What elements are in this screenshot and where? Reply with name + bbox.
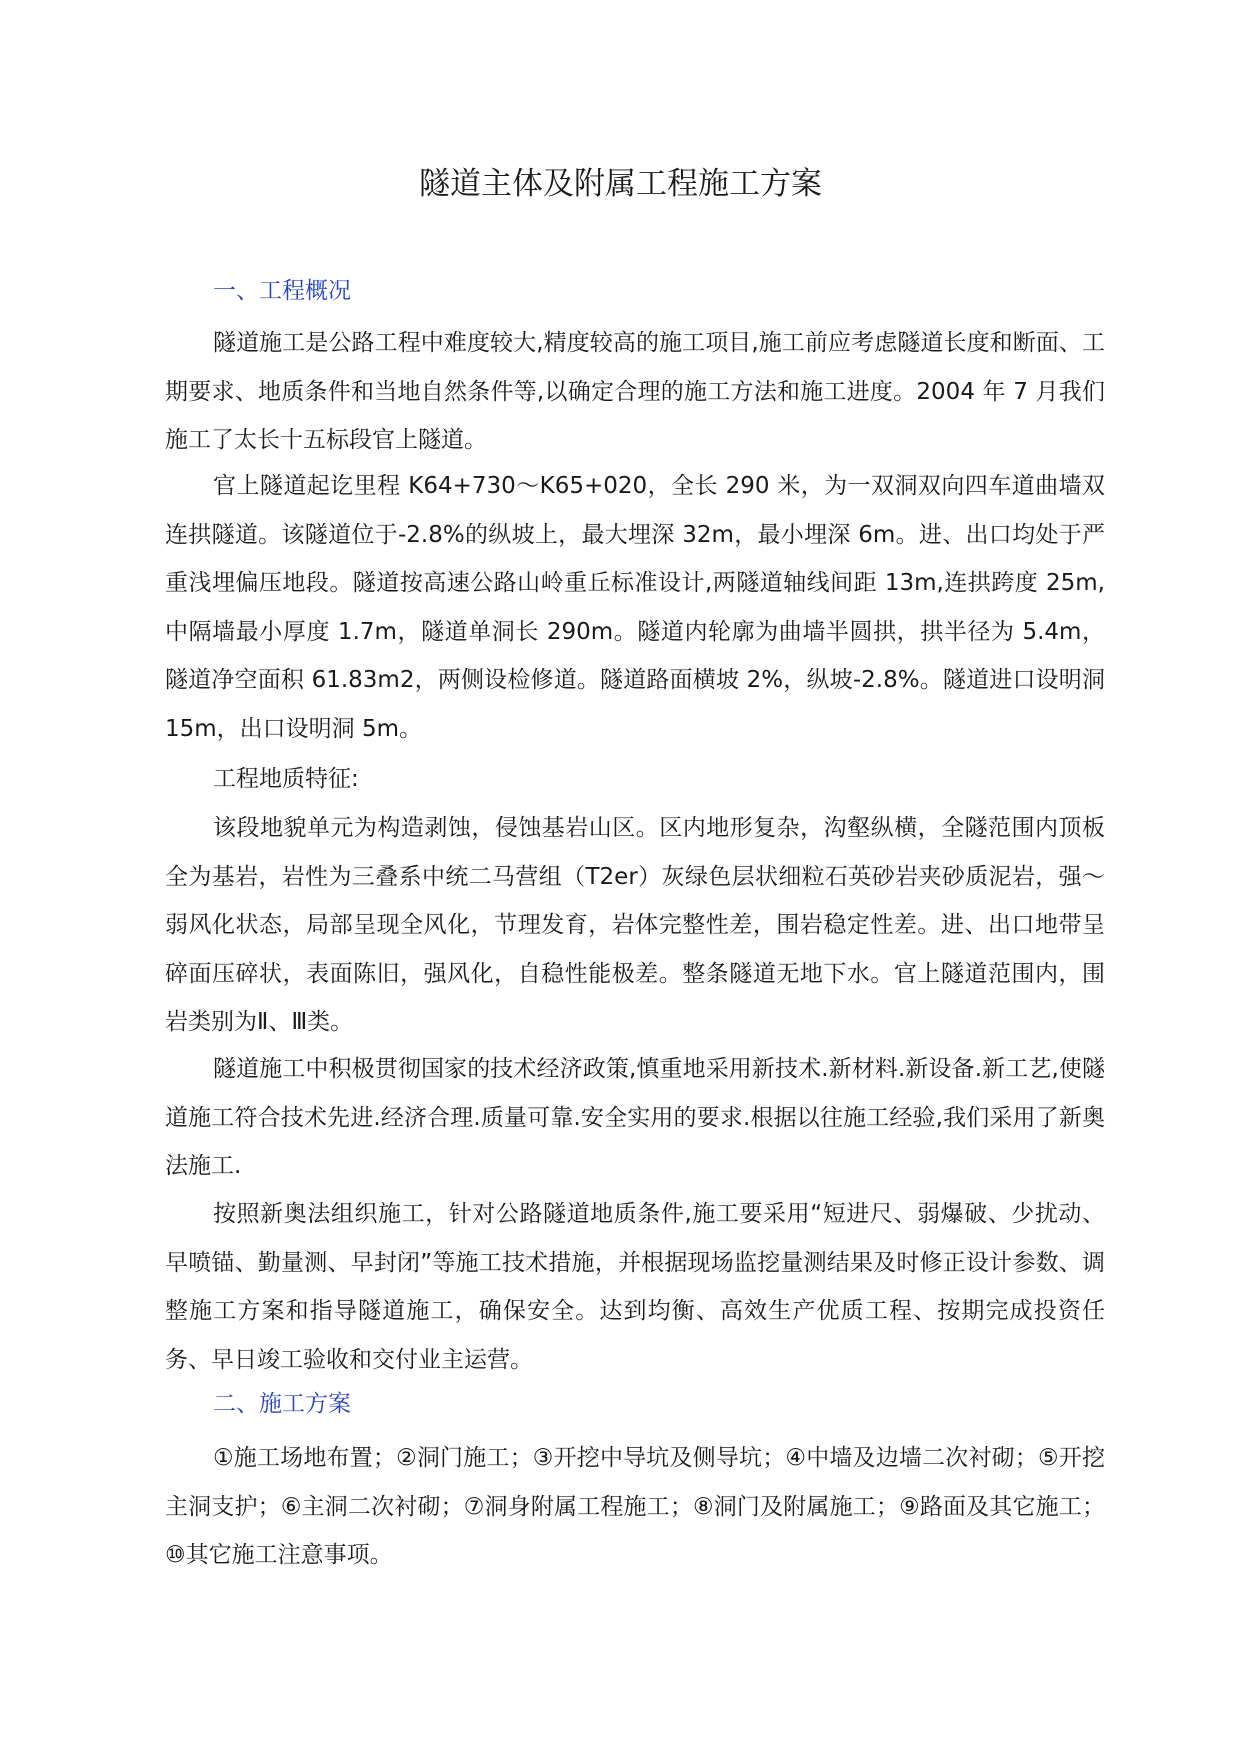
section-heading-overview: 一、工程概况 [213, 278, 351, 304]
paragraph-policy: 隧道施工中积极贯彻国家的技术经济政策,慎重地采用新技术.新材料.新设备.新工艺,使隧道施工符合技术先进.经济合理.质量可靠.安全实用的要求.根据以往施工经验,我们采用了新奥法施工. [165, 1056, 1105, 1180]
document-title: 隧道主体及附属工程施工方案 [419, 166, 822, 202]
paragraph-method: 按照新奥法组织施工，针对公路隧道地质条件,施工要采用“短进尺、弱爆破、少扰动、早喷锚、勤量测、早封闭”等施工技术措施，并根据现场监挖量测结果及时修正设计参数、调整施工方案和指导隧道施工，确保安全。达到均衡、高效生产优质工程、按期完成投资任务、早日竣工验收和交付业主运营。 [165, 1201, 1105, 1373]
paragraph-tunnel-specs: 官上隧道起讫里程 K64+730～K65+020，全长 290 米，为一双洞双向四车道曲墙双连拱隧道。该隧道位于-2.8%的纵坡上，最大埋深 32m，最小埋深 6m。进、出口均处于严重浅埋偏压地段。隧道按高速公路山岭重丘标准设计,两隧道轴线间距 13m,连拱跨度 25m,中隔墙最小厚度 1.7m，隧道单洞长 290m。隧道内轮廓为曲墙半圆拱，拱半径为 5.4m，隧道净空面积 61.83m2，两侧设检修道。隧道路面横坡 2%，纵坡-2.8%。隧道进口设明洞 15m，出口设明洞 5m。 [165, 473, 1105, 742]
section-heading-plan: 二、施工方案 [213, 1391, 351, 1417]
paragraph-geology: 该段地貌单元为构造剥蚀，侵蚀基岩山区。区内地形复杂，沟壑纵横，全隧范围内顶板全为基岩，岩性为三叠系中统二马营组（T2er）灰绿色层状细粒石英砂岩夹砂质泥岩，强～弱风化状态，局部呈现全风化，节理发育，岩体完整性差，围岩稳定性差。进、出口地带呈碎面压碎状，表面陈旧，强风化，自稳性能极差。整条隧道无地下水。官上隧道范围内，围岩类别为Ⅱ、Ⅲ类。 [165, 815, 1105, 1036]
paragraph-geology-label: 工程地质特征: [213, 766, 359, 792]
paragraph-plan-steps: ①施工场地布置；②洞门施工；③开挖中导坑及侧导坑；④中墙及边墙二次衬砌；⑤开挖主洞支护；⑥主洞二次衬砌；⑦洞身附属工程施工；⑧洞门及附属施工；⑨路面及其它施工；⑩其它施工注意事项。 [165, 1445, 1105, 1569]
paragraph-intro: 隧道施工是公路工程中难度较大,精度较高的施工项目,施工前应考虑隧道长度和断面、工期要求、地质条件和当地自然条件等,以确定合理的施工方法和施工进度。2004 年 7 月我们施工了太长十五标段官上隧道。 [165, 330, 1105, 454]
